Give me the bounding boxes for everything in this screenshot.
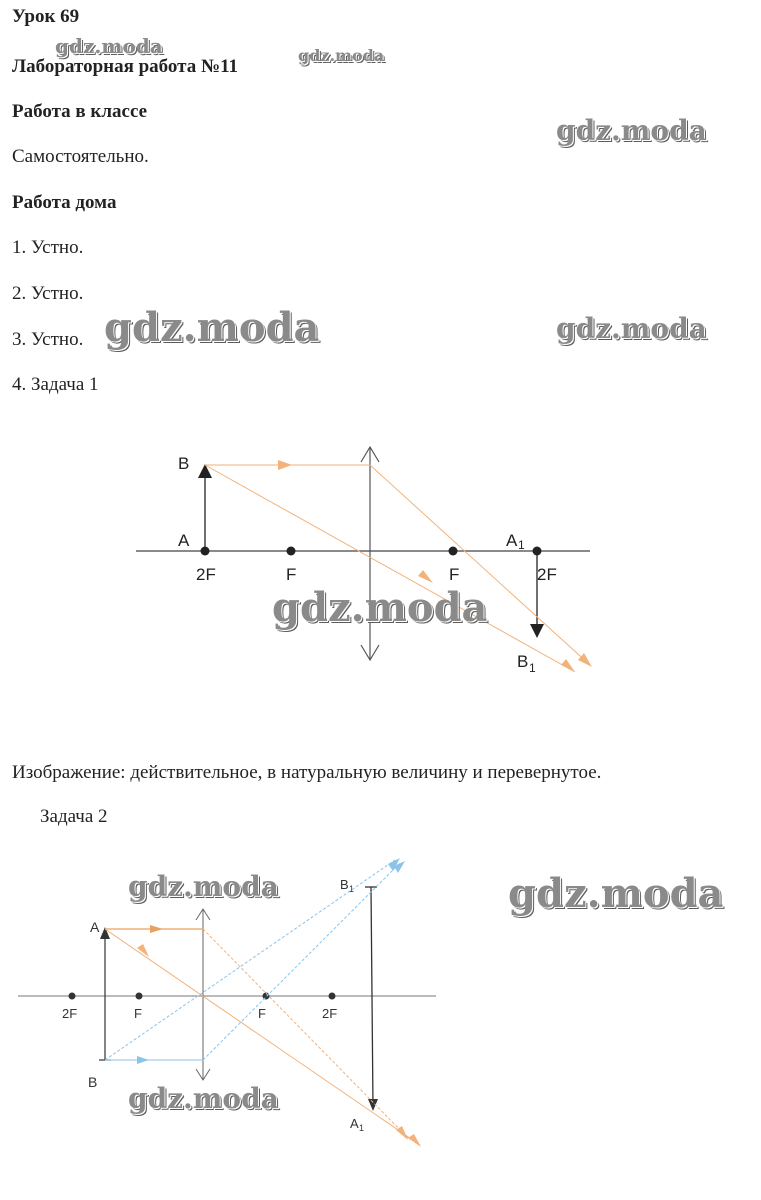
watermark: gdz.moda [508, 870, 724, 917]
task2-label-2f-right: 2F [322, 1006, 338, 1021]
task2-ray-a-parallel-arrow [150, 925, 163, 933]
task2-image-line [371, 887, 373, 1107]
watermark: gdz.moda [556, 312, 707, 345]
task2-point-2f-right [329, 993, 336, 1000]
task2-ray-a-arrow-1 [396, 1126, 408, 1140]
lesson-title: Урок 69 [12, 6, 80, 27]
task1-label-f-left: F [286, 565, 297, 584]
task1-label-a: A [178, 531, 190, 550]
watermark: gdz.moda [298, 46, 385, 65]
lab-title: Лабораторная работа №11 [12, 56, 239, 77]
task2-label-f-left: F [134, 1006, 142, 1021]
watermark: gdz.moda [128, 1082, 279, 1115]
task2-heading: Задача 2 [40, 806, 108, 827]
task1-label-b1-sub: 1 [529, 661, 536, 675]
task2-label-f-right: F [258, 1006, 266, 1021]
classwork-heading: Работа в классе [12, 101, 148, 122]
task2-ray-a-arrow-2 [408, 1134, 421, 1147]
task2-label-a1-sub: 1 [359, 1123, 365, 1133]
task1-conclusion: Изображение: действительное, в натуральную величину и перевернутое. [12, 762, 602, 783]
task2-image-arrowhead [368, 1099, 378, 1111]
homework-item-4: 4. Задача 1 [12, 374, 99, 395]
task2-label-b1: B [340, 877, 349, 892]
task1-label-b1: B [517, 652, 529, 671]
task1-label-2f-right: 2F [537, 565, 557, 584]
task2-ray-b-parallel-arrow [137, 1056, 149, 1064]
classwork-text: Самостоятельно. [12, 146, 149, 167]
homework-heading: Работа дома [12, 192, 117, 213]
task1-label-b: B [178, 454, 190, 473]
task1-label-f-right: F [449, 565, 460, 584]
task2-label-a: A [90, 919, 100, 935]
task2-label-a1: A [350, 1116, 359, 1131]
watermark: gdz.moda [272, 584, 488, 631]
task2-label-2f-left: 2F [62, 1006, 78, 1021]
task1-label-2f-left: 2F [196, 565, 216, 584]
homework-item-3: 3. Устно. [12, 329, 84, 350]
watermark: gdz.moda [55, 34, 163, 58]
task1-label-a1: A [506, 531, 518, 550]
homework-item-1: 1. Устно. [12, 237, 84, 258]
task2-point-f-left [136, 993, 143, 1000]
watermark: gdz.moda [128, 870, 279, 903]
task2-point-2f-left [69, 993, 76, 1000]
homework-item-2: 2. Устно. [12, 283, 84, 304]
task2-label-b: B [88, 1074, 98, 1090]
watermark: gdz.moda [104, 304, 320, 351]
task2-label-b1-sub: 1 [349, 884, 355, 894]
task1-label-a1-sub: 1 [518, 538, 525, 552]
watermark: gdz.moda [556, 114, 707, 147]
